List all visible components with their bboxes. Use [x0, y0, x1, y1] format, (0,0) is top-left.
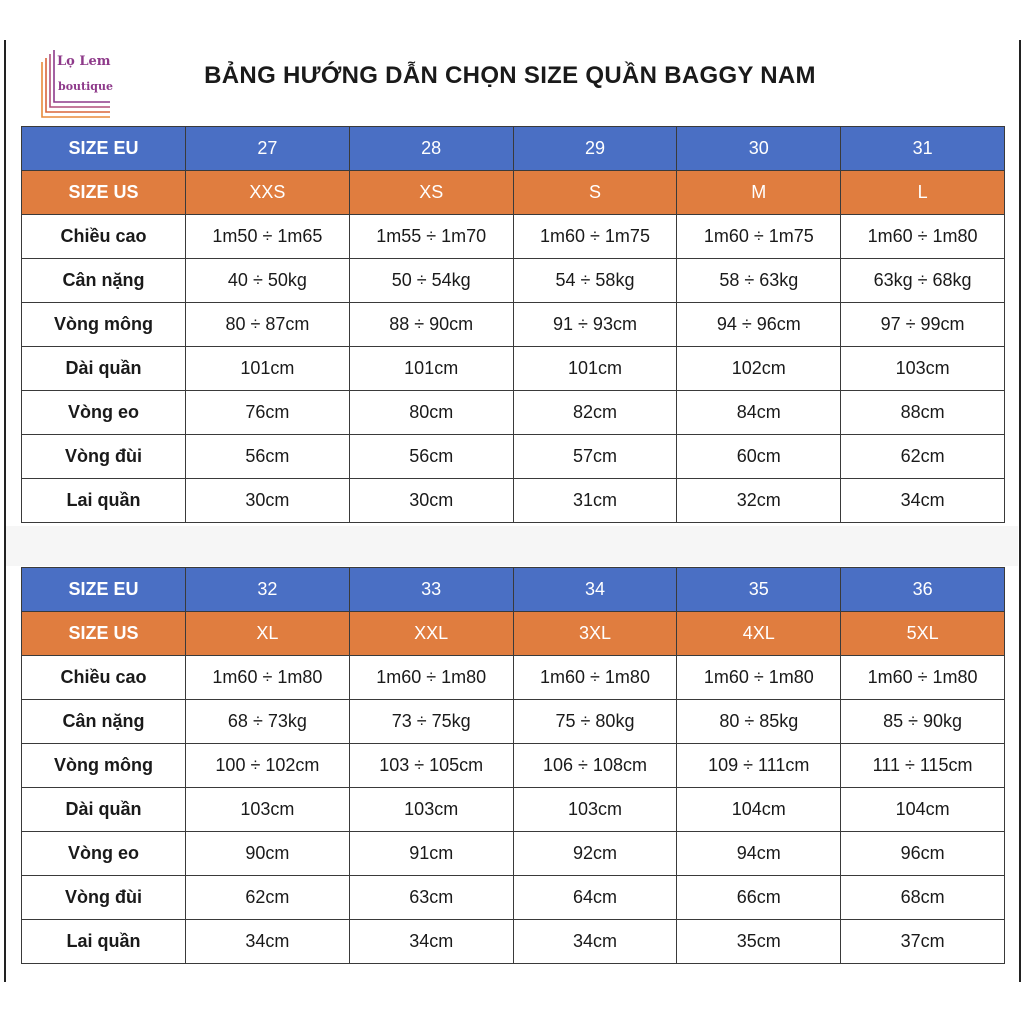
size-eu-row [22, 127, 1005, 171]
table-cell: 1m50 ÷ 1m65 [186, 215, 350, 259]
table-cell: 94cm [677, 832, 841, 876]
weight-row [22, 700, 1005, 744]
table-cell: 103cm [186, 788, 350, 832]
table-cell: 31cm [513, 479, 677, 523]
table-cell: 80 ÷ 85kg [677, 700, 841, 744]
row-label: Vòng mông [22, 744, 186, 788]
table-cell: 90cm [186, 832, 350, 876]
page-title: BẢNG HƯỚNG DẪN CHỌN SIZE QUẦN BAGGY NAM [204, 62, 816, 89]
row-label: Dài quần [22, 347, 186, 391]
table-cell: 1m60 ÷ 1m80 [186, 656, 350, 700]
table-cell: 60cm [677, 435, 841, 479]
table-cell: 85 ÷ 90kg [841, 700, 1005, 744]
row-label: Dài quần [22, 788, 186, 832]
height-row [22, 656, 1005, 700]
table-cell: 111 ÷ 115cm [841, 744, 1005, 788]
row-label: SIZE US [22, 171, 186, 215]
weight-row [22, 259, 1005, 303]
size-table-1 [21, 126, 1005, 523]
table-cell: XXS [186, 171, 350, 215]
table-cell: 92cm [513, 832, 677, 876]
table-cell: 106 ÷ 108cm [513, 744, 677, 788]
row-label: Vòng đùi [22, 435, 186, 479]
table-cell: 56cm [186, 435, 350, 479]
table-cell: 104cm [677, 788, 841, 832]
length-row [22, 788, 1005, 832]
row-label: Chiều cao [22, 215, 186, 259]
table-cell: 88cm [841, 391, 1005, 435]
hip-row [22, 744, 1005, 788]
table-cell: 34cm [186, 920, 350, 964]
table-cell: 57cm [513, 435, 677, 479]
row-label: Vòng eo [22, 832, 186, 876]
table-cell: 1m60 ÷ 1m80 [841, 215, 1005, 259]
size-table-2 [21, 567, 1005, 964]
table-cell: 103cm [513, 788, 677, 832]
table-cell: XS [349, 171, 513, 215]
table-cell: 104cm [841, 788, 1005, 832]
thigh-row [22, 435, 1005, 479]
brand-logo [38, 46, 112, 122]
hip-row [22, 303, 1005, 347]
table-cell: 80cm [349, 391, 513, 435]
hem-row [22, 479, 1005, 523]
table-cell: 50 ÷ 54kg [349, 259, 513, 303]
table-cell: 34cm [349, 920, 513, 964]
table-cell: 76cm [186, 391, 350, 435]
row-label: Chiều cao [22, 656, 186, 700]
table-cell: 88 ÷ 90cm [349, 303, 513, 347]
table-cell: M [677, 171, 841, 215]
table-cell: 62cm [186, 876, 350, 920]
table-cell: 101cm [349, 347, 513, 391]
table-cell: 68cm [841, 876, 1005, 920]
table-cell: 1m60 ÷ 1m80 [677, 656, 841, 700]
table-cell: 96cm [841, 832, 1005, 876]
table-cell: 103cm [349, 788, 513, 832]
table-cell: 82cm [513, 391, 677, 435]
table-cell: 1m60 ÷ 1m75 [513, 215, 677, 259]
waist-row [22, 391, 1005, 435]
logo-subtitle: boutique [58, 80, 113, 93]
row-label: Lai quần [22, 920, 186, 964]
table-cell: L [841, 171, 1005, 215]
row-label: SIZE EU [22, 568, 186, 612]
right-border-line [1019, 40, 1021, 982]
table-cell: 1m60 ÷ 1m80 [513, 656, 677, 700]
row-label: SIZE EU [22, 127, 186, 171]
table-cell: 28 [349, 127, 513, 171]
table-separator [6, 526, 1018, 566]
table-cell: 32 [186, 568, 350, 612]
table-cell: 64cm [513, 876, 677, 920]
row-label: Cân nặng [22, 259, 186, 303]
table-cell: 31 [841, 127, 1005, 171]
table-cell: 4XL [677, 612, 841, 656]
table-cell: 33 [349, 568, 513, 612]
table-cell: 94 ÷ 96cm [677, 303, 841, 347]
table-cell: 97 ÷ 99cm [841, 303, 1005, 347]
table-cell: 63cm [349, 876, 513, 920]
table-cell: 1m60 ÷ 1m80 [841, 656, 1005, 700]
row-label: SIZE US [22, 612, 186, 656]
hem-row [22, 920, 1005, 964]
table-cell: 32cm [677, 479, 841, 523]
row-label: Cân nặng [22, 700, 186, 744]
table-cell: 30cm [186, 479, 350, 523]
table-cell: 29 [513, 127, 677, 171]
table-cell: 100 ÷ 102cm [186, 744, 350, 788]
table-cell: 34 [513, 568, 677, 612]
table-cell: 109 ÷ 111cm [677, 744, 841, 788]
table-cell: 40 ÷ 50kg [186, 259, 350, 303]
table-cell: 58 ÷ 63kg [677, 259, 841, 303]
table-cell: 54 ÷ 58kg [513, 259, 677, 303]
table-cell: 102cm [677, 347, 841, 391]
table-cell: 56cm [349, 435, 513, 479]
table-cell: S [513, 171, 677, 215]
table-cell: XL [186, 612, 350, 656]
table-cell: 34cm [513, 920, 677, 964]
size-us-row [22, 171, 1005, 215]
length-row [22, 347, 1005, 391]
table-cell: 103cm [841, 347, 1005, 391]
table-cell: 63kg ÷ 68kg [841, 259, 1005, 303]
table-cell: 3XL [513, 612, 677, 656]
table-cell: 37cm [841, 920, 1005, 964]
table-cell: 73 ÷ 75kg [349, 700, 513, 744]
table-cell: 91 ÷ 93cm [513, 303, 677, 347]
table-cell: 62cm [841, 435, 1005, 479]
table-cell: 35cm [677, 920, 841, 964]
table-cell: 30 [677, 127, 841, 171]
table-cell: 35 [677, 568, 841, 612]
table-cell: 84cm [677, 391, 841, 435]
row-label: Vòng đùi [22, 876, 186, 920]
table-cell: 68 ÷ 73kg [186, 700, 350, 744]
table-cell: 30cm [349, 479, 513, 523]
table-cell: 66cm [677, 876, 841, 920]
row-label: Vòng mông [22, 303, 186, 347]
table-cell: 80 ÷ 87cm [186, 303, 350, 347]
table-cell: 5XL [841, 612, 1005, 656]
waist-row [22, 832, 1005, 876]
table-cell: 101cm [513, 347, 677, 391]
table-cell: 1m55 ÷ 1m70 [349, 215, 513, 259]
size-us-row [22, 612, 1005, 656]
table-cell: 34cm [841, 479, 1005, 523]
height-row [22, 215, 1005, 259]
left-border-line [4, 40, 6, 982]
table-cell: 27 [186, 127, 350, 171]
row-label: Vòng eo [22, 391, 186, 435]
table-cell: 75 ÷ 80kg [513, 700, 677, 744]
table-cell: 1m60 ÷ 1m75 [677, 215, 841, 259]
table-cell: 101cm [186, 347, 350, 391]
table-cell: 36 [841, 568, 1005, 612]
table-cell: 91cm [349, 832, 513, 876]
thigh-row [22, 876, 1005, 920]
size-eu-row [22, 568, 1005, 612]
table-cell: 103 ÷ 105cm [349, 744, 513, 788]
table-cell: 1m60 ÷ 1m80 [349, 656, 513, 700]
row-label: Lai quần [22, 479, 186, 523]
table-cell: XXL [349, 612, 513, 656]
logo-name: Lọ Lem [57, 54, 111, 69]
